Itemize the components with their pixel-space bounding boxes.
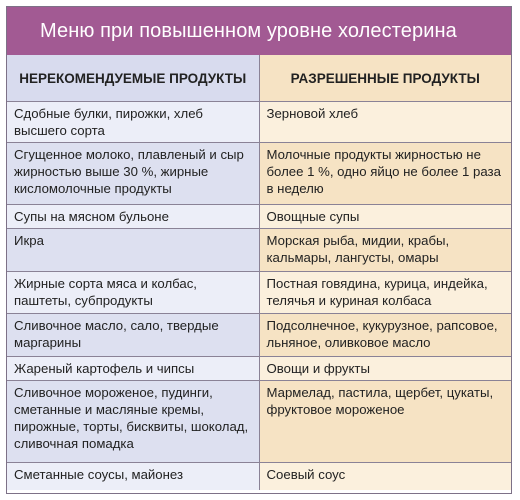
not-recommended-cell: Супы на мясном бульоне: [7, 205, 259, 229]
table-row: [7, 205, 511, 229]
not-recommended-cell: Икра: [7, 229, 259, 272]
food-table: [7, 55, 511, 490]
allowed-cell: Овощи и фрукты: [259, 357, 511, 381]
allowed-cell: Постная говядина, курица, индейка, телячья и куриная колбаса: [259, 272, 511, 314]
table-row: [7, 357, 511, 381]
column-header-allowed: РАЗРЕШЕННЫЕ ПРОДУКТЫ: [259, 55, 511, 102]
allowed-cell: Соевый соус: [259, 463, 511, 490]
not-recommended-cell: Сгущенное молоко, плавленый и сыр жирностью выше 30 %, жирные кисломолочные продукты: [7, 143, 259, 205]
table-row: [7, 463, 511, 490]
not-recommended-cell: Сдобные булки, пирожки, хлеб высшего сорта: [7, 102, 259, 143]
allowed-cell: Морская рыба, мидии, крабы, кальмары, лангусты, омары: [259, 229, 511, 272]
allowed-cell: Мармелад, пастила, щербет, цукаты, фруктовое мороженое: [259, 381, 511, 463]
allowed-cell: Молочные продукты жирностью не более 1 %, одно яйцо не более 1 раза в неделю: [259, 143, 511, 205]
page-title: Меню при повышенном уровне холестерина: [7, 7, 511, 55]
table-row: [7, 143, 511, 205]
table-row: [7, 381, 511, 463]
not-recommended-cell: Жареный картофель и чипсы: [7, 357, 259, 381]
table-row: [7, 102, 511, 143]
not-recommended-cell: Сметанные соусы, майонез: [7, 463, 259, 490]
column-header-not-recommended: НЕРЕКОМЕНДУЕМЫЕ ПРОДУКТЫ: [7, 55, 259, 102]
not-recommended-cell: Сливочное масло, сало, твердые маргарины: [7, 314, 259, 357]
allowed-cell: Овощные супы: [259, 205, 511, 229]
table-row: [7, 272, 511, 314]
table-header-row: [7, 55, 511, 102]
not-recommended-cell: Сливочное мороженое, пудинги, сметанные и масляные кремы, пирожные, торты, бисквиты, шоколад, сливочная помадка: [7, 381, 259, 463]
not-recommended-cell: Жирные сорта мяса и колбас, паштеты, субпродукты: [7, 272, 259, 314]
allowed-cell: Подсолнечное, кукурузное, рапсовое, льняное, оливковое масло: [259, 314, 511, 357]
table-row: [7, 314, 511, 357]
menu-card: [6, 6, 512, 494]
table-row: [7, 229, 511, 272]
allowed-cell: Зерновой хлеб: [259, 102, 511, 143]
